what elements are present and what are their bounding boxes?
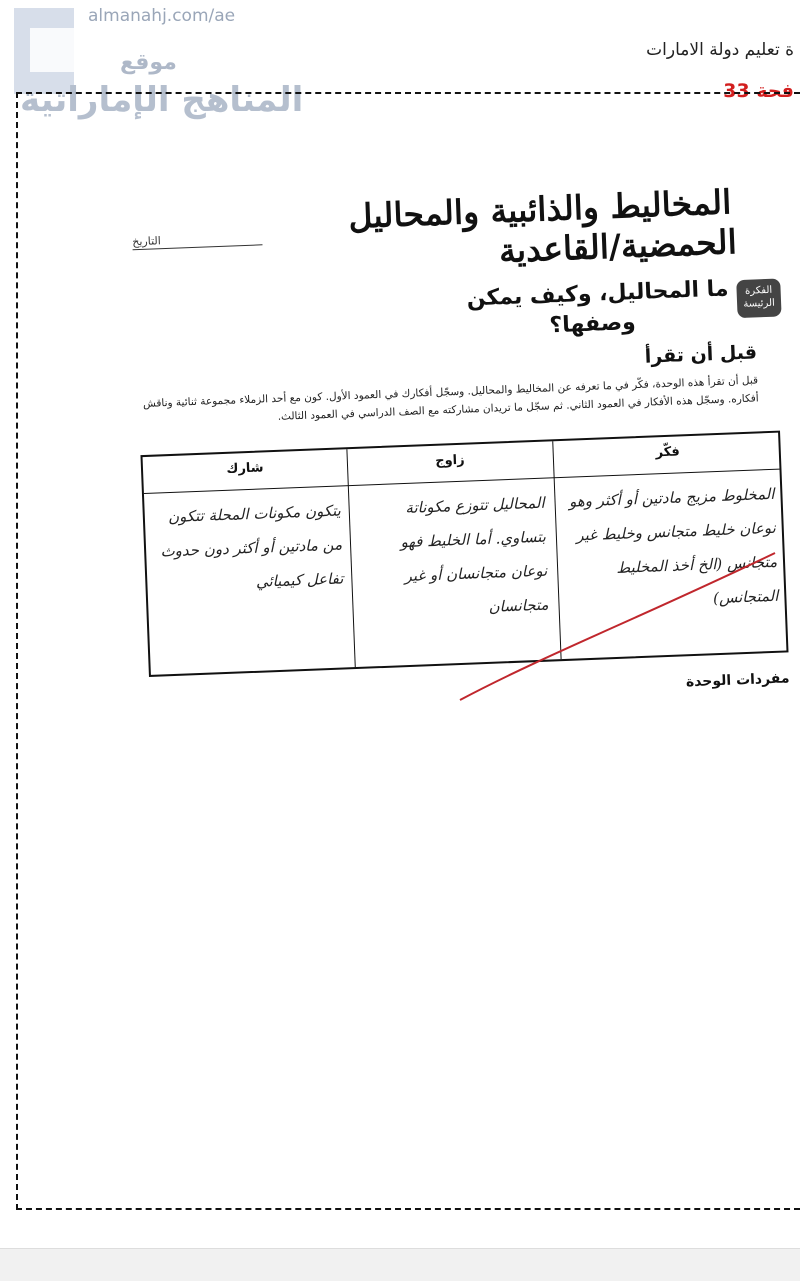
instructions-text: قبل أن تقرأ هذه الوحدة، فكّر في ما تعرفه عن المخاليط والمحاليل. وسجّل أفكارك في العمود الأول. كون مع أحد الزملاء مجموعة ثنائية وناقش أفكاره. وسجّل هذه الأفكار في العمود الثاني. ثم سجّل ما تريدان مشاركته مع الصف الدراسي في العمود الثالث. — [142, 374, 759, 423]
column-header-share: شارك — [226, 460, 264, 477]
unit-vocabulary-heading: مفردات الوحدة — [685, 670, 790, 691]
share-handwritten-answer: يتكون مكونات المحلة تتكون من مادتين أو أكثر دون حدوث تفاعل كيميائي — [160, 501, 344, 591]
main-idea-badge: الفكرة الرئيسة — [736, 278, 781, 318]
page-number: فحة 33 — [723, 80, 794, 102]
column-header-pair: زاوج — [434, 452, 465, 469]
watermark-site-label: موقع — [120, 50, 177, 75]
bottom-scroll-bar — [0, 1248, 800, 1281]
red-strike-line — [455, 545, 785, 705]
worksheet-title-line1: المخاليط والذائبية والمحاليل — [347, 182, 732, 236]
before-reading-heading: قبل أن تقرأ — [644, 341, 758, 368]
main-question-line2: وصفها؟ — [548, 310, 637, 339]
worksheet-title-line2: الحمضية/القاعدية — [498, 222, 738, 271]
main-question-line1: ما المحاليل، وكيف يمكن — [466, 276, 730, 312]
date-label: التاريخ — [132, 234, 162, 249]
watermark-url: almanahj.com/ae — [88, 6, 236, 26]
pair-handwritten-answer: المحاليل تتوزع مكوناتة بتساوي. أما الخليط فهو نوعان متجانسان أو غير متجانسان — [400, 493, 549, 616]
watermark-logo-inner — [30, 28, 74, 72]
table-divider — [346, 449, 355, 667]
document-header — [0, 0, 800, 120]
think-handwritten-answer: المخلوط مزيج مادتين أو أكثر وهو نوعان خليط متجانس وخليط غير متجانس (الخ أخذ المخليط المتجانس) — [568, 484, 779, 608]
watermark-site-name: المناهج الإماراتية — [20, 80, 304, 120]
column-header-think: فكّر — [655, 444, 681, 461]
header-title: ة تعليم دولة الامارات — [646, 40, 794, 60]
